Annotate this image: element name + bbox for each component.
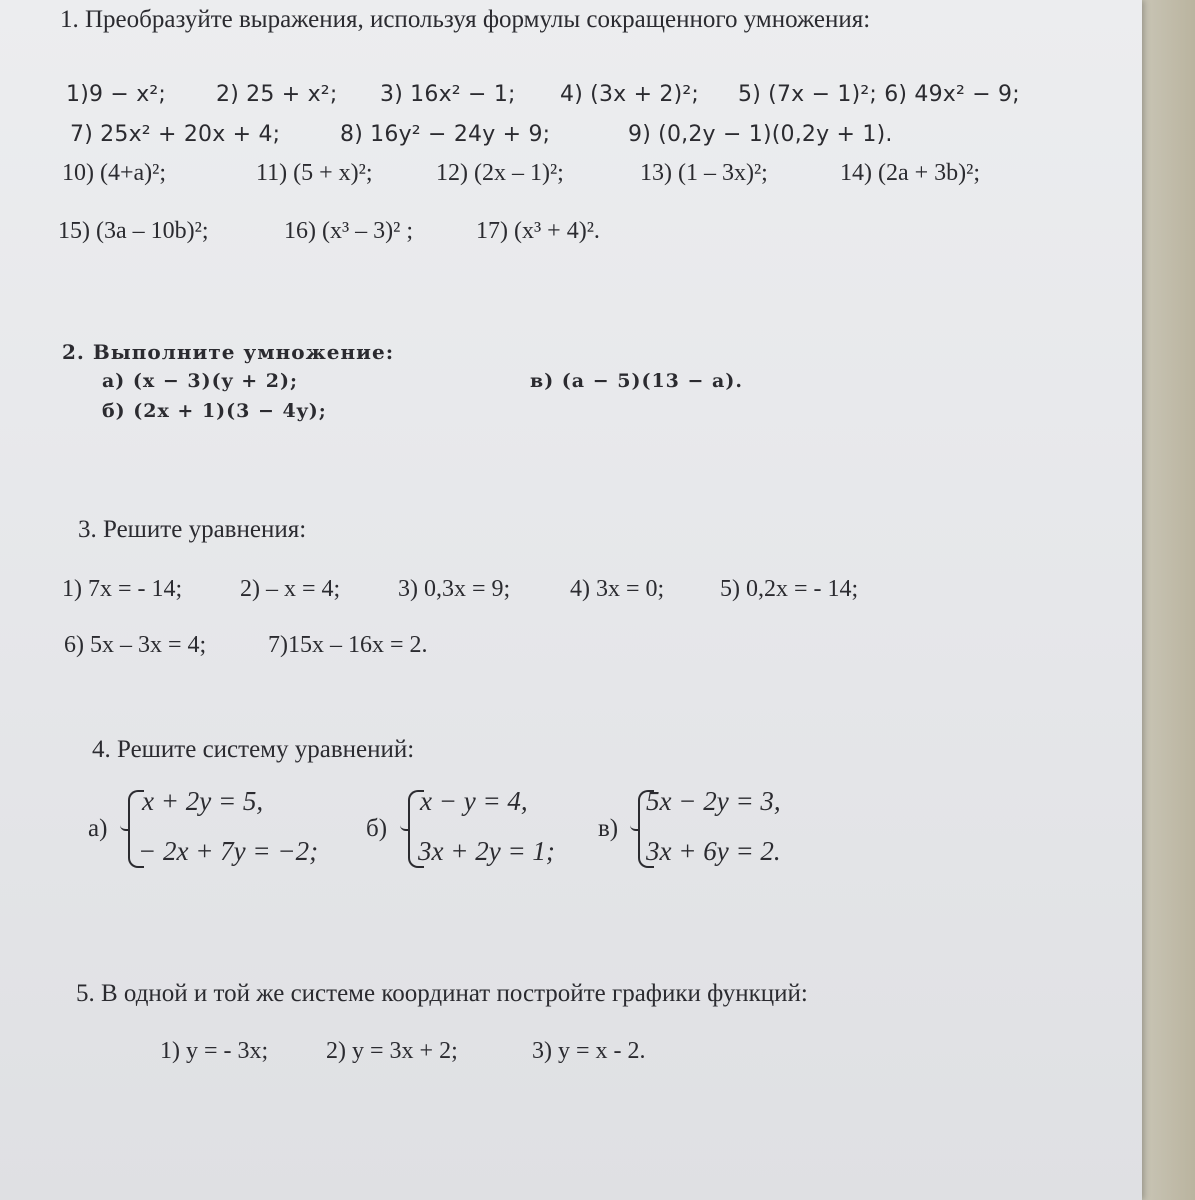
- task3-item-2: 2) – x = 4;: [240, 576, 341, 602]
- task2-heading: 2. Выполните умножение:: [62, 340, 395, 364]
- desk-background: [1140, 0, 1195, 1200]
- task5-item-3: 3) y = x - 2.: [532, 1038, 646, 1064]
- system-a-eq1: x + 2y = 5,: [142, 786, 264, 816]
- task5-heading: 5. В одной и той же системе координат постройте графики функций:: [76, 980, 808, 1007]
- task1-item-14: 14) (2a + 3b)²;: [840, 160, 981, 186]
- task1-item-1: 1)9 − x²;: [66, 82, 167, 107]
- system-b-label: б): [366, 815, 388, 842]
- task2-item-v: в) (a − 5)(13 − a).: [530, 370, 743, 392]
- task3-item-5: 5) 0,2x = - 14;: [720, 576, 859, 602]
- task5-item-1: 1) y = - 3x;: [160, 1038, 269, 1064]
- system-v-label: в): [598, 815, 619, 842]
- task1-item-12: 12) (2x – 1)²;: [436, 160, 564, 186]
- task1-item-17: 17) (x³ + 4)².: [476, 218, 600, 244]
- task3-item-3: 3) 0,3x = 9;: [398, 576, 511, 602]
- task1-item-10: 10) (4+a)²;: [62, 160, 167, 186]
- task4-heading: 4. Решите систему уравнений:: [92, 736, 415, 763]
- task3-item-4: 4) 3x = 0;: [570, 576, 665, 602]
- task1-item-3: 3) 16x² − 1;: [380, 82, 516, 107]
- task1-item-13: 13) (1 – 3x)²;: [640, 160, 768, 186]
- system-a-eq2: − 2x + 7y = −2;: [138, 836, 319, 866]
- task1-item-7: 7) 25x² + 20x + 4;: [70, 122, 281, 147]
- system-b-eq1: x − y = 4,: [420, 786, 528, 816]
- task2-item-a: а) (x − 3)(y + 2);: [102, 370, 298, 392]
- task3-item-7: 7)15x – 16x = 2.: [268, 632, 428, 658]
- task3-heading: 3. Решите уравнения:: [78, 516, 307, 543]
- task1-item-16: 16) (x³ – 3)² ;: [284, 218, 414, 244]
- task3-item-1: 1) 7x = - 14;: [62, 576, 183, 602]
- task5-item-2: 2) y = 3x + 2;: [326, 1038, 458, 1064]
- system-b-eq2: 3x + 2y = 1;: [418, 836, 555, 866]
- task1-heading: 1. Преобразуйте выражения, используя формулы сокращенного умножения:: [60, 6, 871, 33]
- task1-item-11: 11) (5 + x)²;: [256, 160, 373, 186]
- system-v-eq1: 5x − 2y = 3,: [646, 786, 781, 816]
- task1-item-2: 2) 25 + x²;: [216, 82, 338, 107]
- task1-item-9: 9) (0,2y − 1)(0,2y + 1).: [628, 122, 893, 147]
- task2-item-b: б) (2x + 1)(3 − 4y);: [102, 400, 327, 422]
- task1-item-4: 4) (3x + 2)²;: [560, 82, 700, 107]
- task1-item-15: 15) (3a – 10b)²;: [58, 218, 209, 244]
- task3-item-6: 6) 5x – 3x = 4;: [64, 632, 207, 658]
- system-a-label: а): [88, 815, 108, 842]
- task1-item-8: 8) 16y² − 24y + 9;: [340, 122, 551, 147]
- task1-item-5-6: 5) (7x − 1)²; 6) 49x² − 9;: [738, 82, 1020, 107]
- system-v-eq2: 3x + 6y = 2.: [646, 836, 781, 866]
